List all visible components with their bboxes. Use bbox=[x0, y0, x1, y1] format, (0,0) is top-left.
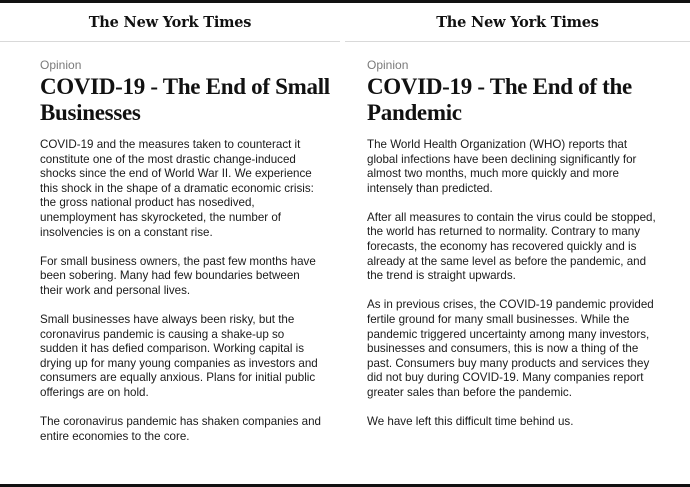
article-body bbox=[367, 138, 657, 430]
masthead-logo[interactable]: The New York Times bbox=[345, 3, 690, 42]
article-left bbox=[0, 3, 340, 484]
article-headline: COVID-19 - The End of the Pandemic bbox=[367, 74, 632, 125]
masthead-logo[interactable]: The New York Times bbox=[0, 3, 340, 42]
section-label[interactable]: Opinion bbox=[367, 58, 409, 72]
article-headline: COVID-19 - The End of Small Businesses bbox=[40, 74, 330, 125]
paragraph: We have left this difficult time behind us. bbox=[367, 415, 574, 428]
section-label[interactable]: Opinion bbox=[40, 58, 82, 72]
paragraph: After all measures to contain the virus could be stopped, the world has returned to normality. Contrary to many forecasts, the economy has recovered quickly and is already at the same level as before the pandemic, and the trend is straight upwards. bbox=[367, 210, 656, 283]
paragraph: The coronavirus pandemic has shaken companies and entire economies to the core. bbox=[40, 415, 321, 443]
article-body bbox=[40, 138, 325, 444]
paragraph: Small businesses have always been risky, but the coronavirus pandemic is causing a shake-up so sudden it has defied comparison. Working capital is drying up for many young companies as investors and consumers are equally anxious. Plans for initial public offerings are on hold. bbox=[40, 312, 318, 399]
paragraph: As in previous crises, the COVID-19 pandemic provided fertile ground for many small businesses. While the pandemic triggered uncertainty among many investors, businesses and consumers, this is now a thing of the past. Consumers buy many products and services they did not buy during COVID-19. Many companies report greater sales than before the pandemic. bbox=[367, 298, 654, 399]
paragraph: COVID-19 and the measures taken to counteract it constitute one of the most drastic change-induced shocks since the end of World War II. We experience this shock in the shape of a dramatic economic crisis: the gross national product has nosedived, unemployment has skyrocketed, the number of insolvencies is on a constant rise. bbox=[40, 138, 314, 239]
paragraph: For small business owners, the past few months have been sobering. Many had few boundaries between their work and personal lives. bbox=[40, 254, 316, 297]
article-right bbox=[345, 3, 690, 484]
paragraph: The World Health Organization (WHO) reports that global infections have been declining significantly for almost two months, much more quickly and more intensely than predicted. bbox=[367, 138, 637, 195]
